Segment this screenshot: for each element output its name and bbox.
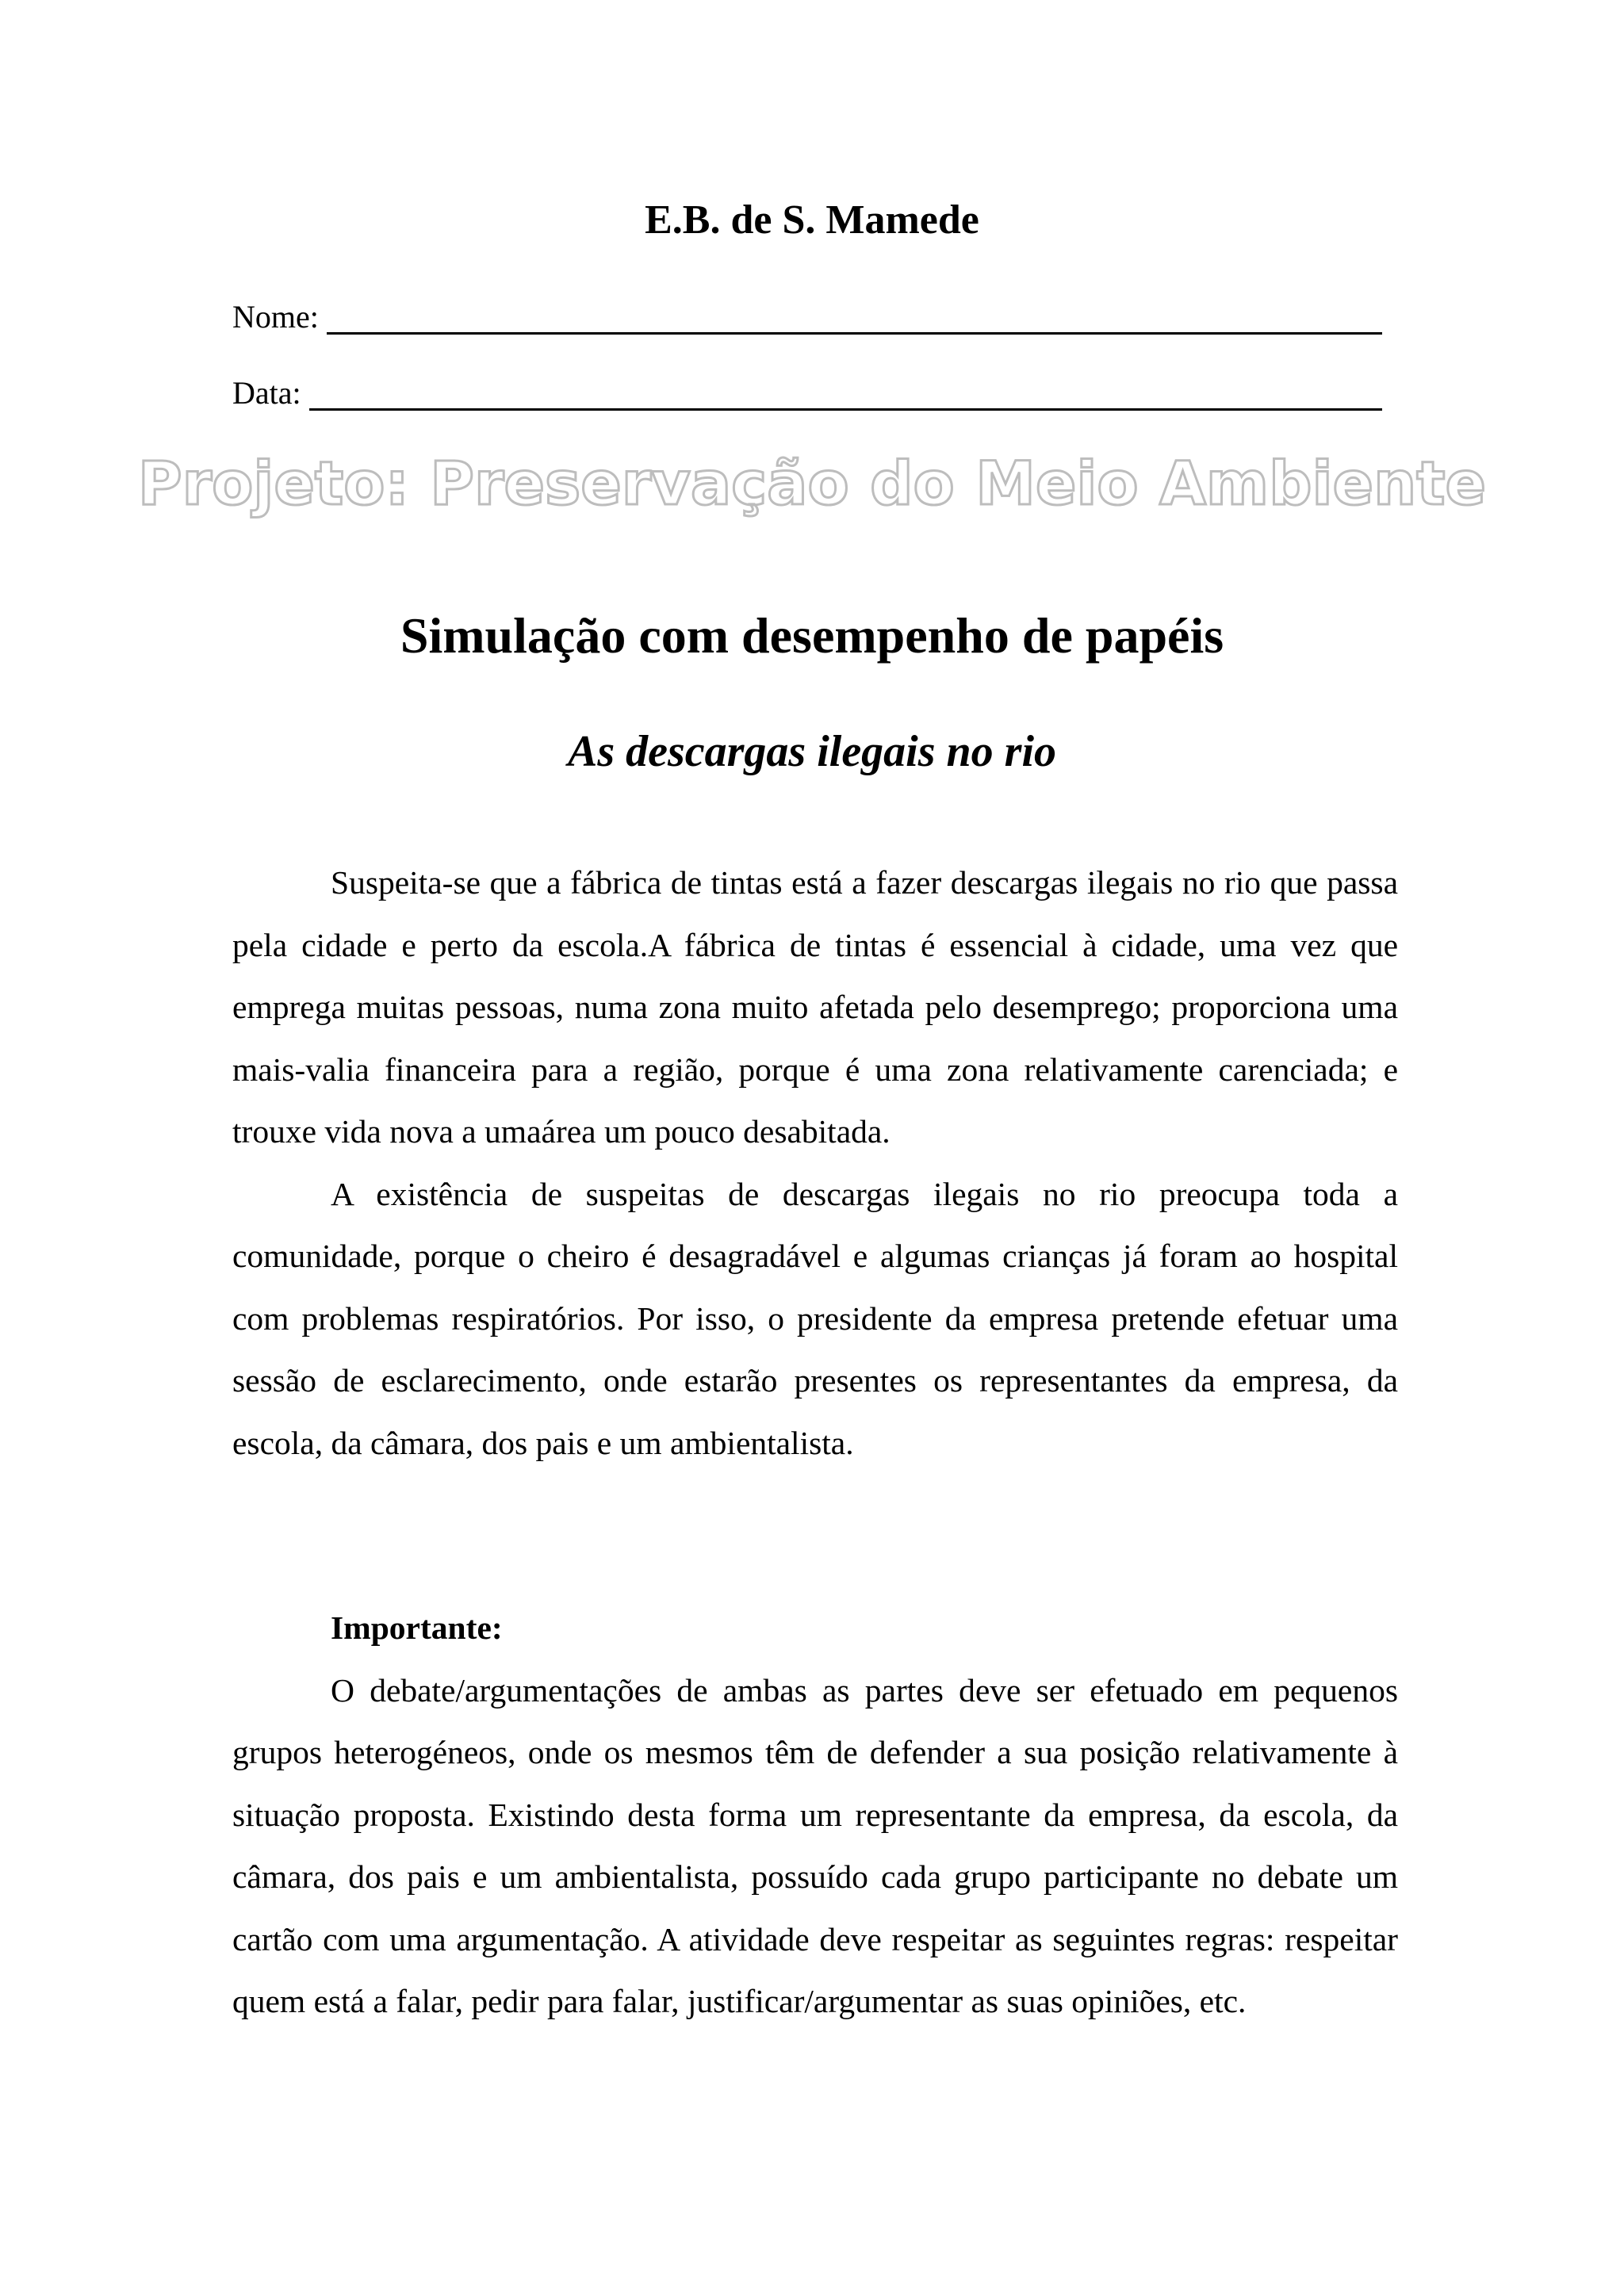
important-text: O debate/argumentações de ambas as partes deve ser efetuado em pequenos grupos heterogéneos, onde os mesmos têm de defender a sua posição relativamente à situação proposta. Existindo desta forma um representante da empresa, da escola, da câmara, dos pais e um ambientalista, possuído cada grupo participante no debate um cartão com uma argumentação. A atividade deve respeitar as seguintes regras: respeitar quem está a falar, pedir para falar, justificar/argumentar as suas opiniões, etc. [232, 1671, 1398, 2019]
important-section [232, 1597, 1398, 2033]
paragraph: Suspeita-se que a fábrica de tintas está a fazer descargas ilegais no rio que passa pela cidade e perto da escola.A fábrica de tintas é essencial à cidade, uma vez que emprega muitas pessoas, numa zona muito afetada pelo desemprego; proporciona uma mais-valia financeira para a região, porque é uma zona relativamente carenciada; e trouxe vida nova a umaárea um pouco desabitada. [232, 864, 1398, 1150]
name-line[interactable] [327, 296, 1382, 335]
date-label: Data: [232, 375, 301, 411]
paragraph: A existência de suspeitas de descargas ilegais no rio preocupa toda a comunidade, porque o cheiro é desagradável e algumas crianças já foram ao hospital com problemas respiratórios. Por isso, o presidente da empresa pretende efetuar uma sessão de esclarecimento, onde estarão presentes os representantes da empresa, da escola, da câmara, dos pais e um ambientalista. [232, 1175, 1398, 1461]
name-label: Nome: [232, 299, 319, 335]
scenario-text [232, 851, 1398, 1474]
name-field [232, 295, 1382, 339]
project-watermark: Projeto: Preservação do Meio Ambiente [137, 448, 1487, 519]
date-field [232, 371, 1382, 415]
date-line[interactable] [309, 372, 1382, 411]
document-subtitle: As descargas ilegais no rio [567, 727, 1057, 776]
important-label: Importante: [331, 1609, 503, 1646]
school-name: E.B. de S. Mamede [645, 197, 979, 243]
document-title: Simulação com desempenho de papéis [400, 607, 1224, 664]
